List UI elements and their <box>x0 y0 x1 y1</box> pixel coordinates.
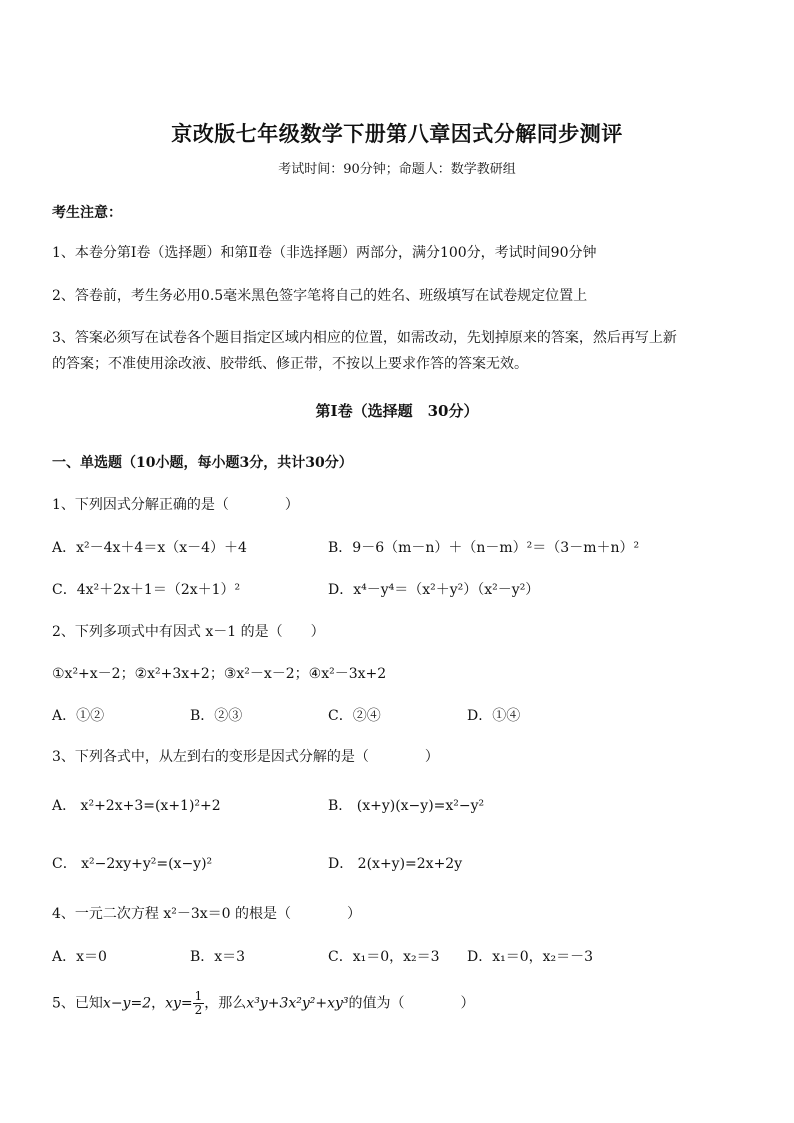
question-2-option-c: C．②④ <box>328 708 381 724</box>
notice-item-2: 2、答卷前，考生务必用0.5毫米黑色签字笔将自己的姓名、班级填写在试卷规定位置上 <box>52 288 588 304</box>
part1-title: 第Ⅰ卷（选择题 30分） <box>315 402 479 420</box>
question-3-option-b: B． (x+y)(x−y)=x²−y² <box>328 798 485 814</box>
question-5-expr-3: x³y+3x²y²+xy³ <box>246 995 349 1012</box>
question-3-option-a: A． x²+2x+3=(x+1)²+2 <box>52 798 221 814</box>
question-5-expr-1: x−y=2 <box>102 995 152 1012</box>
question-4-option-b: B．x＝3 <box>190 949 246 965</box>
question-2-stem: 2、下列多项式中有因式 x－1 的是（ ） <box>52 624 325 640</box>
question-1-option-c: C．4x²＋2x＋1＝（2x＋1）² <box>52 582 241 598</box>
question-5-prefix: 5、已知 <box>52 995 103 1012</box>
question-4-stem: 4、一元二次方程 x²－3x＝0 的根是（ ） <box>52 906 362 922</box>
question-4-option-a: A．x＝0 <box>52 949 107 965</box>
question-1-option-b: B．9－6（m－n）＋（n－m）²＝（3－m＋n）² <box>328 540 640 556</box>
question-3-option-c: C． x²−2xy+y²=(x−y)² <box>52 856 213 872</box>
question-1-stem: 1、下列因式分解正确的是（ ） <box>52 497 299 513</box>
question-5-stem <box>52 990 475 1017</box>
question-2-polynomials: ①x²+x－2；②x²+3x+2；③x²－x－2；④x²－3x+2 <box>52 666 387 682</box>
section-heading: 一、单选题（10小题，每小题3分，共计30分） <box>52 455 353 471</box>
question-4-option-c: C．x₁＝0，x₂＝3 <box>328 949 440 965</box>
question-5-suffix: 的值为（ ） <box>348 995 475 1012</box>
question-2-option-b: B．②③ <box>190 708 243 724</box>
question-2-option-d: D．①④ <box>467 708 521 724</box>
question-5-sep: ， <box>151 995 166 1012</box>
fraction-denominator: 2 <box>194 1003 203 1017</box>
question-1-option-d: D．x⁴－y⁴＝（x²＋y²）（x²－y²） <box>328 582 540 598</box>
question-5-mid: ，那么 <box>204 995 247 1012</box>
question-5-expr-2: xy= <box>165 995 193 1012</box>
notice-item-3-cont: 的答案；不准使用涂改液、胶带纸、修正带，不按以上要求作答的答案无效。 <box>52 356 528 372</box>
page-title: 京改版七年级数学下册第八章因式分解同步测评 <box>171 121 623 146</box>
fraction-numerator: 1 <box>194 989 203 1003</box>
question-5-fraction <box>193 990 205 1017</box>
question-1-option-a: A．x²－4x＋4＝x（x－4）＋4 <box>52 540 247 556</box>
question-4-option-d: D．x₁＝0，x₂＝－3 <box>467 949 594 965</box>
notice-item-1: 1、本卷分第Ⅰ卷（选择题）和第Ⅱ卷（非选择题）两部分，满分100分，考试时间90分钟 <box>52 245 597 261</box>
question-2-option-a: A．①② <box>52 708 105 724</box>
question-3-stem: 3、下列各式中，从左到右的变形是因式分解的是（ ） <box>52 749 439 765</box>
notice-item-3: 3、答案必须写在试卷各个题目指定区域内相应的位置，如需改动，先划掉原来的答案，然后再写上新 <box>52 330 677 346</box>
exam-info: 考试时间：90分钟；命题人：数学教研组 <box>278 162 516 177</box>
notice-heading: 考生注意： <box>52 205 122 221</box>
question-3-option-d: D． 2(x+y)=2x+2y <box>328 856 463 872</box>
